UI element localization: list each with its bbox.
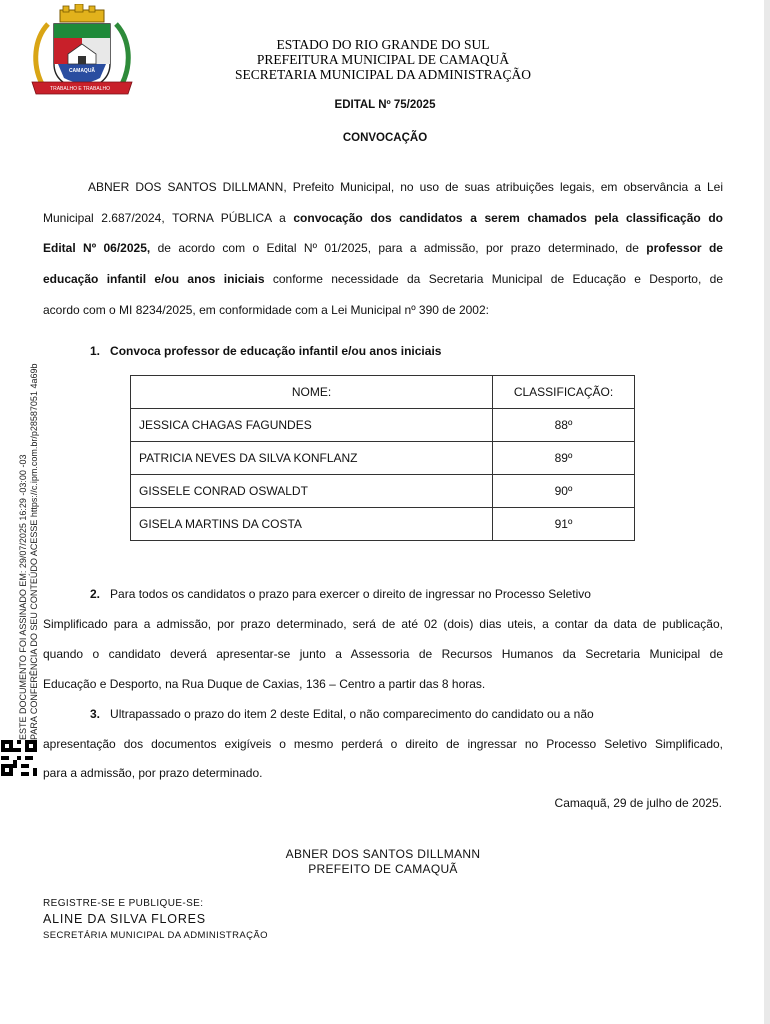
candidate-rank: 88º [493, 409, 635, 442]
intro-bold-text: Edital Nº 06/2025, [43, 241, 151, 256]
table-header-name: NOME: [131, 376, 493, 409]
crest-motto-text: TRABALHO E TRABALHO [50, 86, 110, 92]
table-row [131, 475, 635, 508]
item1-title: Convoca professor de educação infantil e/ou anos iniciais [110, 344, 442, 358]
candidate-rank: 89º [493, 442, 635, 475]
edital-number: EDITAL Nº 75/2025 [334, 99, 436, 111]
intro-line [43, 203, 723, 234]
intro-bold-text: educação infantil e/ou anos iniciais [43, 272, 265, 287]
digital-signature-stamp [18, 320, 40, 740]
register-title: SECRETÁRIA MUNICIPAL DA ADMINISTRAÇÃO [43, 930, 268, 941]
item1-number: 1. [90, 344, 101, 358]
table-row [131, 409, 635, 442]
item2-text: Para todos os candidatos o prazo para exercer o direito de ingressar no Processo Seletivo [110, 587, 591, 601]
intro-paragraph [43, 172, 723, 325]
intro-text: Municipal 2.687/2024, TORNA PÚBLICA a [43, 210, 294, 225]
table-header-classification: CLASSIFICAÇÃO: [493, 376, 635, 409]
intro-bold-text: convocação dos candidatos a serem chamados pela classificação do [293, 210, 723, 225]
intro-line [43, 264, 723, 295]
document-type: CONVOCAÇÃO [342, 132, 428, 144]
header-prefeitura: PREFEITURA MUNICIPAL DE CAMAQUÃ [256, 52, 510, 67]
candidate-name: GISELA MARTINS DA COSTA [131, 508, 493, 541]
crest-banner-text: CAMAQUÃ [68, 68, 96, 74]
candidate-name: PATRICIA NEVES DA SILVA KONFLANZ [131, 442, 493, 475]
signature-title: PREFEITO DE CAMAQUÃ [308, 862, 458, 876]
candidate-name: GISSELE CONRAD OSWALDT [131, 475, 493, 508]
candidate-name: JESSICA CHAGAS FAGUNDES [131, 409, 493, 442]
item3-line: apresentação dos documentos exigíveis o mesmo perderá o direito de ingressar no Processo Seletivo Simplificado, [43, 737, 723, 751]
item2-number: 2. [90, 587, 101, 601]
candidate-rank: 91º [493, 508, 635, 541]
item2-line: quando o candidato deverá apresentar-se junto a Assessoria de Recursos Humanos da Secretaria Municipal de [43, 647, 723, 661]
document-date: Camaquã, 29 de julho de 2025. [554, 796, 722, 810]
stamp-line: PARA CONFERÊNCIA DO SEU CONTEÚDO ACESSE https://c.ipm.com.br/p28587051 4a69b [29, 363, 39, 740]
intro-line: ABNER DOS SANTOS DILLMANN, Prefeito Municipal, no uso de suas atribuições legais, em observância a Lei [88, 180, 723, 194]
item2-line [90, 587, 723, 601]
qr-code-icon [1, 740, 37, 776]
candidate-rank: 90º [493, 475, 635, 508]
candidates-table [130, 375, 635, 541]
signature-name: ABNER DOS SANTOS DILLMANN [285, 847, 481, 861]
item2-line: Simplificado para a admissão, por prazo determinado, será de até 02 (dois) dias uteis, a contar da data de publicação, [43, 617, 723, 631]
table-header-row [131, 376, 635, 409]
intro-text: conforme necessidade da Secretaria Municipal de Educação e Desporto, de [264, 272, 723, 287]
register-name: ALINE DA SILVA FLORES [43, 912, 206, 926]
table-row [131, 442, 635, 475]
page-edge [764, 0, 770, 1024]
header-state: ESTADO DO RIO GRANDE DO SUL [276, 37, 490, 52]
table-row [131, 508, 635, 541]
intro-text: de acordo com o Edital Nº 01/2025, para a admissão, por prazo determinado, de [150, 241, 647, 256]
item2-line: Educação e Desporto, na Rua Duque de Caxias, 136 – Centro a partir das 8 horas. [43, 677, 486, 691]
intro-line: acordo com o MI 8234/2025, em conformidade com a Lei Municipal nº 390 de 2002: [43, 302, 489, 317]
item3-number: 3. [90, 707, 101, 721]
intro-line [43, 233, 723, 264]
stamp-line: ESTE DOCUMENTO FOI ASSINADO EM: 29/07/2025 16:29 -03:00 -03 [18, 454, 28, 740]
header-secretaria: SECRETARIA MUNICIPAL DA ADMINISTRAÇÃO [234, 67, 532, 82]
item3-line: para a admissão, por prazo determinado. [43, 766, 263, 780]
item3-text: Ultrapassado o prazo do item 2 deste Edital, o não comparecimento do candidato ou a não [110, 707, 594, 721]
item3-line [90, 707, 723, 721]
intro-bold-text: professor de [646, 241, 723, 256]
register-label: REGISTRE-SE E PUBLIQUE-SE: [43, 898, 204, 909]
item1-heading [90, 344, 441, 358]
